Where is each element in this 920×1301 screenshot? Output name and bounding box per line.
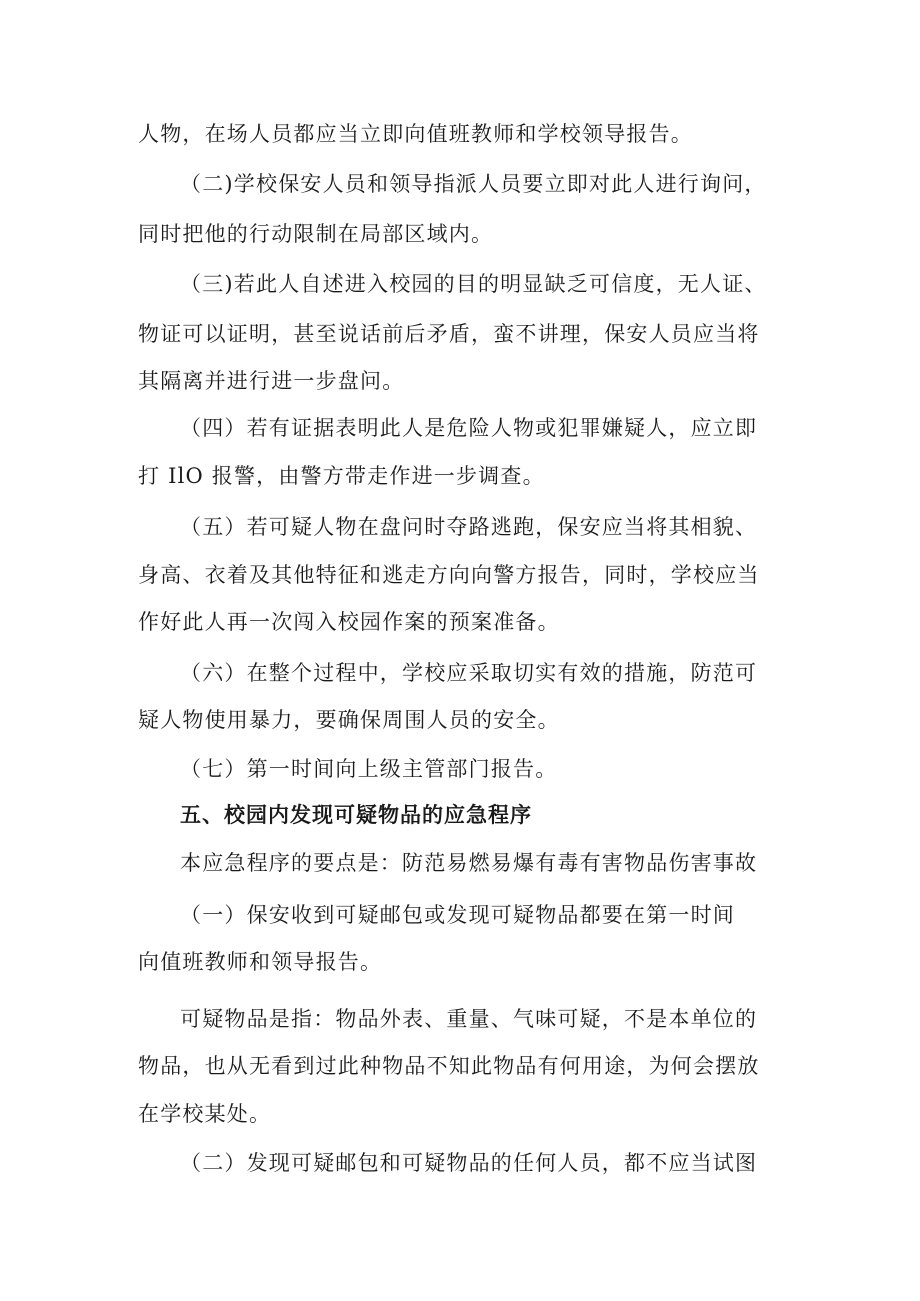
paragraph-line: （二）发现可疑邮包和可疑物品的任何人员，都不应当试图 — [180, 1151, 758, 1175]
paragraph-line: （四）若有证据表明此人是危险人物或犯罪嫌疑人，应立即 — [180, 416, 758, 440]
section-heading: 五、校园内发现可疑物品的应急程序 — [180, 803, 532, 827]
paragraph-line: 作好此人再一次闯入校园作案的预案准备。 — [138, 610, 560, 634]
paragraph-line: 在学校某处。 — [138, 1102, 272, 1126]
paragraph-line: 身高、衣着及其他特征和逃走方向向警方报告，同时，学校应当 — [138, 563, 760, 587]
paragraph-line: （三)若此人自述进入校园的目的明显缺乏可信度，无人证、 — [180, 272, 767, 296]
paragraph-line: 可疑物品是指：物品外表、重量、气味可疑，不是本单位的 — [180, 1007, 758, 1031]
paragraph-line: 同时把他的行动限制在局部区域内。 — [138, 222, 494, 246]
paragraph-line: 向值班教师和领导报告。 — [138, 950, 383, 974]
paragraph-line: 人物，在场人员都应当立即向值班教师和学校领导报告。 — [138, 122, 693, 146]
paragraph-line: 其隔离并进行进一步盘问。 — [138, 369, 405, 393]
paragraph-line: （五）若可疑人物在盘问时夺路逃跑，保安应当将其相貌、 — [180, 515, 758, 539]
paragraph-line: （七）第一时间向上级主管部门报告。 — [180, 757, 558, 781]
paragraph-line: （一）保安收到可疑邮包或发现可疑物品都要在第一时间 — [180, 903, 735, 927]
paragraph-line: （六）在整个过程中，学校应采取切实有效的措施，防范可 — [180, 661, 758, 685]
paragraph-line: 打 IlO 报警，由警方带走作进一步调查。 — [138, 464, 545, 488]
paragraph-line: 物证可以证明，甚至说话前后矛盾，蛮不讲理，保安人员应当将 — [138, 322, 760, 346]
paragraph-line: 物品，也从无看到过此种物品不知此物品有何用途，为何会摆放 — [138, 1054, 760, 1078]
paragraph-line: （二)学校保安人员和领导指派人员要立即对此人进行询问， — [180, 172, 767, 196]
paragraph-line: 疑人物使用暴力，要确保周围人员的安全。 — [138, 708, 560, 732]
paragraph-line: 本应急程序的要点是：防范易燃易爆有毒有害物品伤害事故 — [180, 851, 758, 875]
